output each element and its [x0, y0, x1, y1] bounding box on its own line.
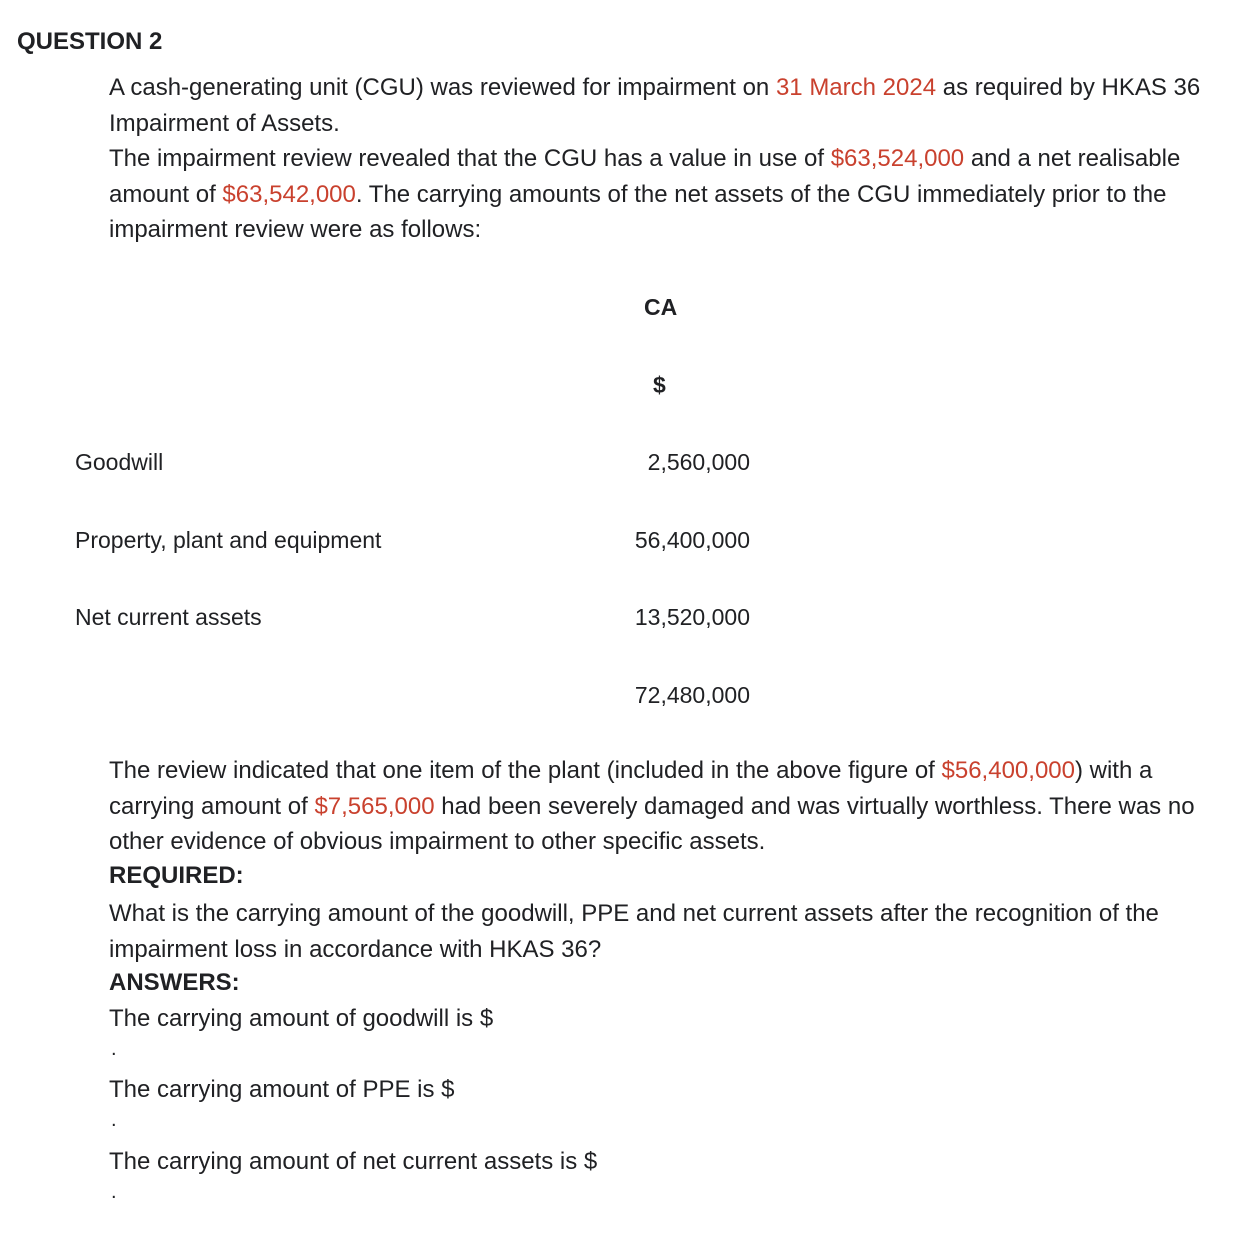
intro-text: A cash-generating unit (CGU) was reviewed for impairment on [109, 74, 776, 101]
table-col-header: CA [644, 294, 678, 320]
required-label: REQUIRED: [109, 862, 244, 889]
row-label-ppe: Property, plant and equipment [75, 527, 382, 553]
review-paragraph [109, 753, 1209, 860]
answers-label: ANSWERS: [109, 969, 240, 996]
answer-ppe: The carrying amount of PPE is $ [109, 1076, 455, 1103]
row-label-goodwill: Goodwill [75, 449, 164, 475]
value-in-use: $63,524,000 [830, 145, 965, 172]
ppe-figure: $56,400,000 [941, 757, 1075, 784]
answer-net-current-assets-end: . [111, 1181, 117, 1203]
intro-text: and a net realisable amount of [109, 145, 1181, 208]
row-value-ppe: 56,400,000 [634, 527, 750, 553]
table-currency-header: $ [653, 372, 666, 398]
answer-ppe-end: . [111, 1109, 117, 1131]
table-total: 72,480,000 [634, 682, 750, 708]
row-value-goodwill: 2,560,000 [647, 449, 750, 475]
intro-line-2 [109, 141, 1219, 248]
review-text: The review indicated that one item of the plant (included in the above figure of [109, 757, 942, 784]
review-text: had been severely damaged and was virtually worthless. There was no other evidence of obvious impairment to other specific assets. [109, 792, 1195, 855]
intro-text: . The carrying amounts of the net assets of the CGU immediately prior to the impairment review were as follows: [109, 180, 1167, 243]
intro-line-1 [109, 70, 1219, 141]
intro-text: as required by HKAS 36 Impairment of Assets. [109, 74, 1201, 137]
review-text: ) with a carrying amount of [109, 757, 1153, 820]
answer-goodwill-end: . [111, 1038, 117, 1060]
review-date: 31 March 2024 [775, 74, 937, 101]
row-label-net-current-assets: Net current assets [75, 604, 262, 630]
row-value-net-current-assets: 13,520,000 [634, 604, 750, 630]
answer-goodwill: The carrying amount of goodwill is $ [109, 1005, 494, 1032]
intro-text: The impairment review revealed that the CGU has a value in use of [109, 145, 831, 172]
answer-net-current-assets: The carrying amount of net current assets is $ [109, 1148, 598, 1175]
question-title: QUESTION 2 [17, 28, 163, 55]
damaged-item-amount: $7,565,000 [314, 792, 435, 820]
required-text: What is the carrying amount of the goodwill, PPE and net current assets after the recognition of the impairment loss in accordance with HKAS 36? [109, 900, 1159, 963]
net-realisable-amount: $63,542,000 [222, 180, 356, 208]
intro-paragraph [109, 70, 1219, 248]
